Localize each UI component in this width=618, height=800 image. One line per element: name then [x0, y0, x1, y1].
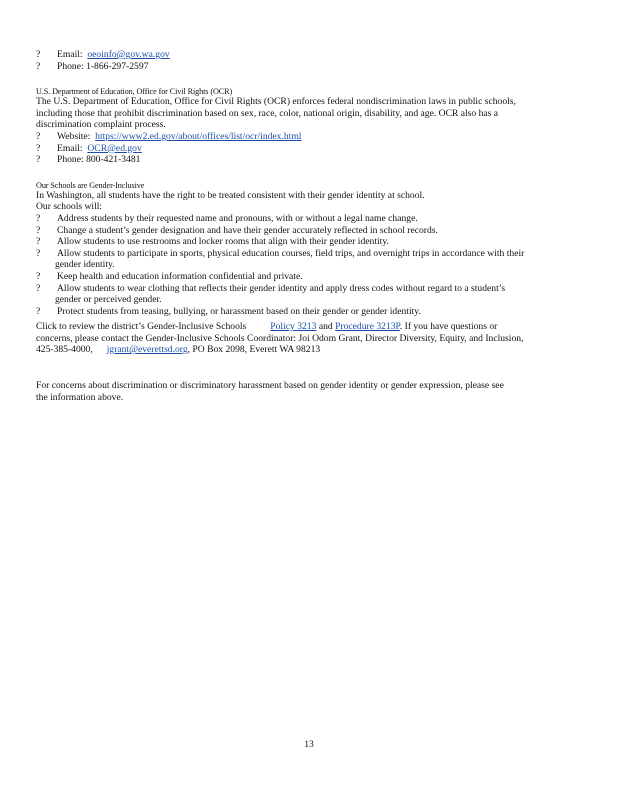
ocr-website-link[interactable]: https://www2.ed.gov/about/offices/list/ocr/index.html: [95, 131, 302, 142]
page-number: 13: [304, 739, 314, 750]
bullet-glyph: ?: [36, 224, 41, 236]
list-item-text: Allow students to wear clothing that reflects their gender identity and apply dress codes without regard to a student’s gender or perceived gender.: [55, 282, 506, 306]
list-item: [36, 154, 536, 166]
bullet-glyph: ?: [36, 131, 41, 142]
procedure-3213p-link[interactable]: Procedure 3213P: [335, 321, 400, 332]
ocr-body: The U.S. Department of Education, Office for Civil Rights (OCR) enforces federal nondiscrimination laws in public schools, including those that prohibit discrimination based on sex, race, color, national origin, disability, and age. OCR also has a discrimination complaint process.: [36, 96, 516, 131]
list-item-text: Protect students from teasing, bullying, or harassment based on their gender or gender identity.: [57, 305, 421, 317]
oeo-phone: 1-866-297-2597: [86, 60, 149, 72]
list-item: [36, 61, 536, 73]
gender-heading: Our Schools are Gender-Inclusive: [36, 181, 145, 190]
list-item: [36, 225, 557, 237]
list-item-text: Address students by their requested name and pronouns, with or without a legal name change.: [57, 213, 418, 224]
phone-label: Phone:: [57, 154, 84, 166]
bullet-glyph: ?: [36, 154, 41, 166]
closing-paragraph: For concerns about discrimination or discriminatory harassment based on gender identity or gender expression, please see the information above.: [36, 380, 504, 403]
bullet-glyph: ?: [36, 60, 41, 72]
policy-3213-link[interactable]: Policy 3213: [270, 321, 317, 332]
list-item-text: Change a student’s gender designation and have their gender accurately reflected in school records.: [57, 224, 438, 236]
ocr-phone: 800-421-3481: [86, 154, 141, 166]
oeo-contact-list: [36, 49, 536, 72]
list-item: [36, 248, 527, 271]
list-item-text: Allow students to participate in sports, physical education courses, field trips, and overnight trips in accordance with their gender identity.: [55, 247, 525, 271]
list-item: [36, 49, 536, 61]
phone-label: Phone:: [57, 60, 84, 72]
bullet-glyph: ?: [36, 305, 41, 317]
gender-commitments-list: [36, 213, 536, 317]
gender-review-paragraph: [36, 321, 530, 356]
bullet-glyph: ?: [36, 142, 41, 154]
ocr-email-link[interactable]: OCR@ed.gov: [87, 142, 142, 154]
list-item: [36, 283, 529, 306]
list-item: [36, 143, 536, 155]
list-item: [36, 236, 557, 248]
ocr-contact-list: [36, 131, 536, 166]
bullet-glyph: ?: [36, 270, 41, 282]
list-item: [36, 213, 557, 225]
website-label: Website:: [57, 131, 91, 142]
oeo-email-link[interactable]: oeoinfo@gov.wa.gov: [87, 49, 170, 60]
email-label: Email:: [57, 49, 83, 60]
gender-lead: Our schools will:: [36, 201, 103, 212]
list-item-text: Allow students to use restrooms and locker rooms that align with their gender identity.: [57, 236, 389, 248]
review-prefix: Click to review the district’s Gender-Inclusive Schools: [36, 321, 247, 332]
bullet-glyph: ?: [36, 236, 41, 248]
and-word: and: [318, 321, 333, 332]
bullet-glyph: ?: [36, 213, 41, 224]
list-item: [36, 271, 557, 283]
list-item: [36, 131, 536, 143]
gender-intro: In Washington, all students have the right to be treated consistent with their gender identity at school.: [36, 190, 425, 201]
bullet-glyph: ?: [36, 247, 41, 259]
bullet-glyph: ?: [36, 49, 41, 60]
email-label: Email:: [57, 142, 83, 154]
coordinator-address: , PO Box 2098, Everett WA 98213: [187, 344, 321, 356]
ocr-heading: U.S. Department of Education, Office for Civil Rights (OCR): [36, 87, 233, 96]
list-item-text: Keep health and education information confidential and private.: [57, 270, 303, 282]
review-suffix: . If you have questions or concerns, please contact the Gender-Inclusive Schools Coordinator: Joi Odom Grant, Director Diversity, Equity, and Inclusion, 425-385-4000,: [36, 321, 524, 356]
coordinator-email-link[interactable]: jgrant@everettsd.org: [106, 344, 188, 356]
bullet-glyph: ?: [36, 282, 41, 294]
list-item: [36, 306, 557, 318]
